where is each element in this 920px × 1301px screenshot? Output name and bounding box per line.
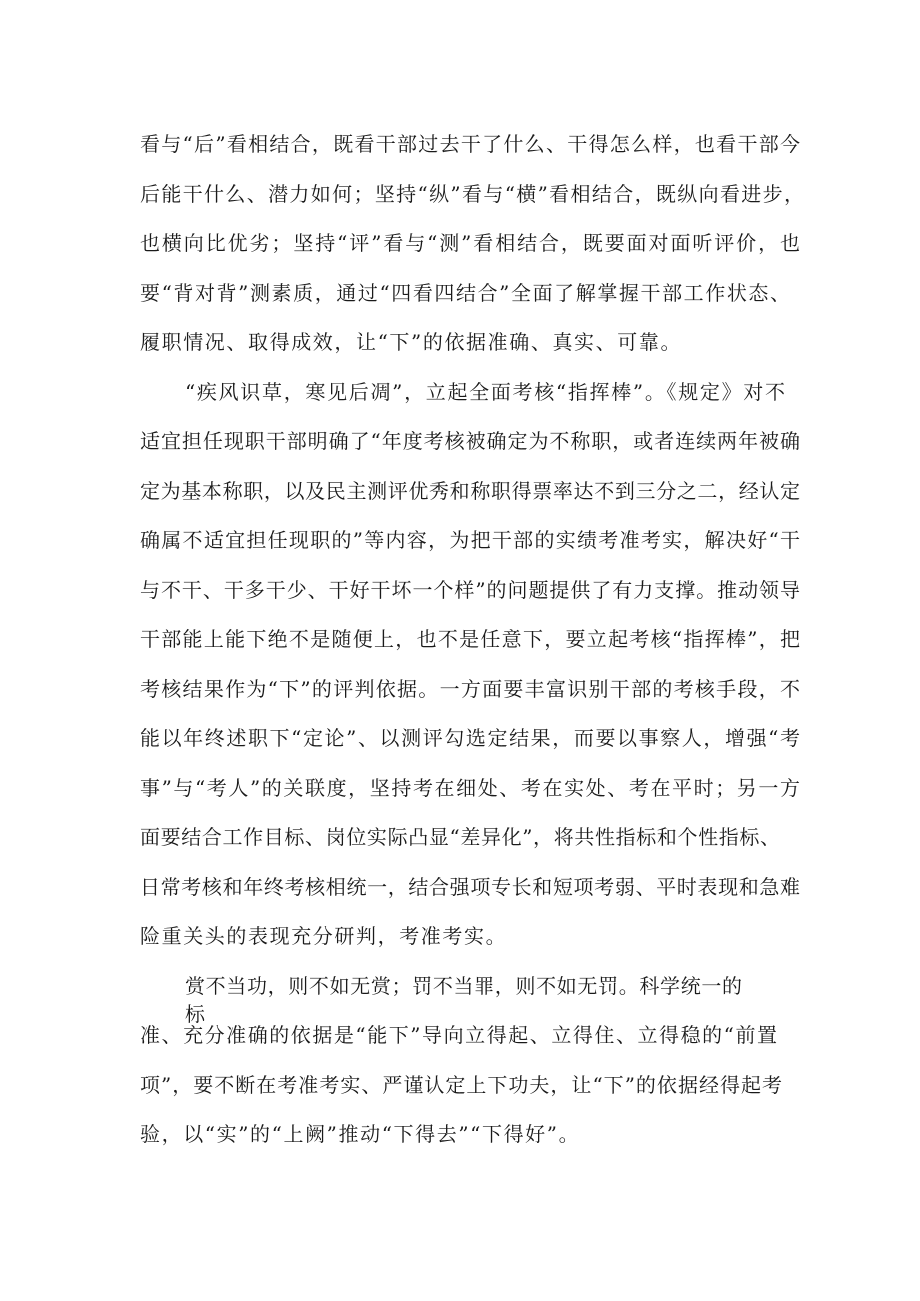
paragraph-1-line-1: 看与“后”看相结合，既看干部过去干了什么、干得怎么样，也看干部今 [140, 132, 800, 156]
paragraph-2-line-7: 考核结果作为“下”的评判依据。一方面要丰富识别干部的考核手段，不 [140, 677, 800, 701]
paragraph-2-line-1: “疾风识草，寒见后凋”，立起全面考核“指挥棒”。《规定》对不 [185, 380, 785, 404]
paragraph-2-line-4: 确属不适宜担任现职的”等内容，为把干部的实绩考准考实，解决好“干 [140, 528, 800, 552]
paragraph-2-line-9: 事”与“考人”的关联度，坚持考在细处、考在实处、考在平时；另一方 [140, 776, 800, 800]
paragraph-3-line-3: 项”，要不断在考准考实、严谨认定上下功夫，让“下”的依据经得起考 [140, 1073, 782, 1097]
paragraph-3-line-2: 准、充分准确的依据是“能下”导向立得起、立得住、立得稳的“前置 [140, 1023, 777, 1047]
paragraph-2-line-10: 面要结合工作目标、岗位实际凸显“差异化”，将共性指标和个性指标、 [140, 825, 780, 849]
paragraph-1-line-4: 要“背对背”测素质，通过“四看四结合”全面了解掌握干部工作状态、 [140, 281, 790, 305]
paragraph-1-line-5: 履职情况、取得成效，让“下”的依据准确、真实、可靠。 [140, 330, 683, 354]
paragraph-1-line-3: 也横向比优劣；坚持“评”看与“测”看相结合，既要面对面听评价，也 [140, 231, 800, 255]
paragraph-1-line-2: 后能干什么、潜力如何；坚持“纵”看与“横”看相结合，既纵向看进步， [140, 182, 804, 206]
paragraph-2-line-2: 适宜担任现职干部明确了“年度考核被确定为不称职，或者连续两年被确 [140, 429, 800, 453]
paragraph-2-line-3: 定为基本称职，以及民主测评优秀和称职得票率达不到三分之二，经认定 [140, 479, 800, 503]
paragraph-2-line-11: 日常考核和年终考核相统一，结合强项专长和短项考弱、平时表现和急难 [140, 875, 800, 899]
paragraph-2-line-8: 能以年终述职下“定论”、以测评勾选定结果，而要以事察人，增强“考 [140, 726, 800, 750]
paragraph-2-line-5: 与不干、干多干少、干好干坏一个样”的问题提供了有力支撑。推动领导 [140, 578, 800, 602]
paragraph-3-line-1: 赏不当功，则不如无赏；罚不当罪，则不如无罚。科学统一的标 [185, 974, 742, 1026]
paragraph-3-line-4: 验，以“实”的“上阙”推动“下得去”“下得好”。 [140, 1122, 581, 1146]
paragraph-2-line-6: 干部能上能下绝不是随便上，也不是任意下，要立起考核“指挥棒”，把 [140, 627, 800, 651]
paragraph-2-line-12: 险重关头的表现充分研判，考准考实。 [140, 924, 508, 948]
